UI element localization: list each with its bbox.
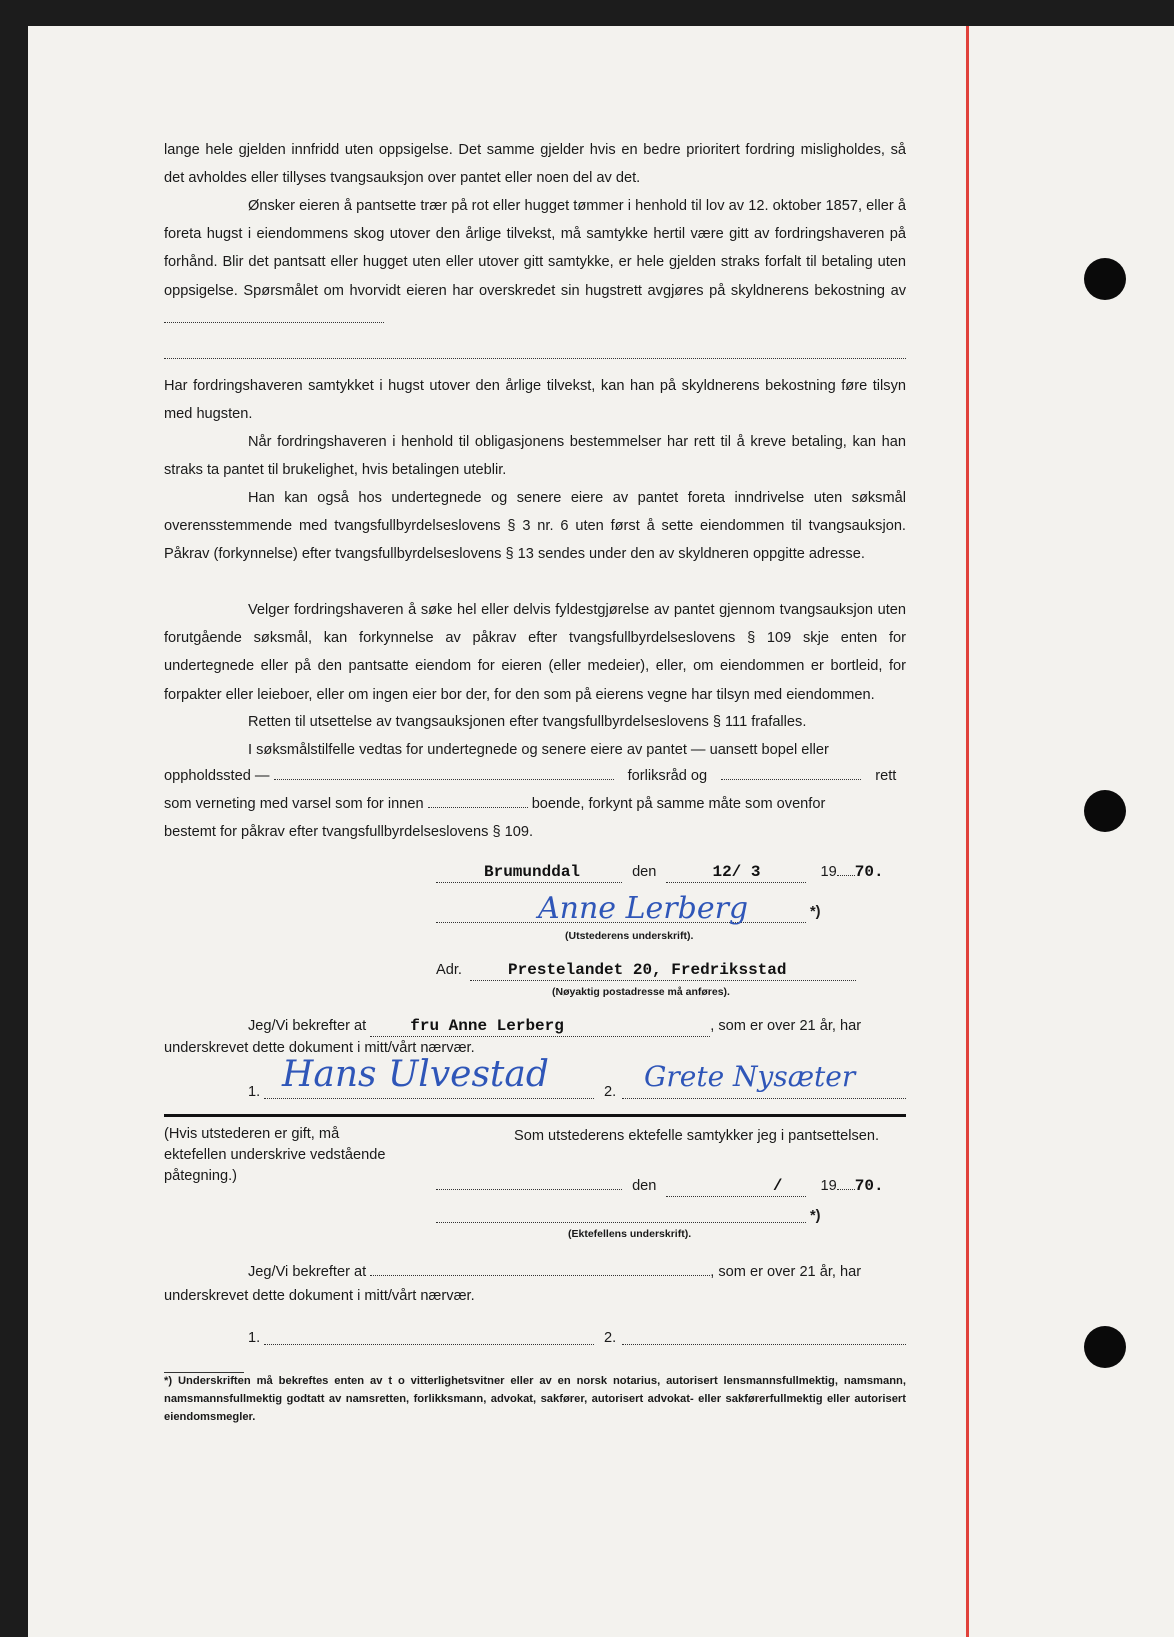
spouse-place-blank	[436, 1177, 622, 1190]
venue-line-2	[164, 794, 825, 814]
spouse-star: *)	[810, 1208, 821, 1224]
venue-line-1	[164, 766, 896, 786]
paragraph-8: I søksmålstilfelle vedtas for undertegnede og senere eiere av pantet — uansett bopel eller	[248, 742, 829, 758]
signing-den-label: den	[632, 864, 657, 880]
paragraph-1: lange hele gjelden innfridd uten oppsigelse. Det samme gjelder hvis en bedre prioritert fordring misligholdes, så det avholdes eller tillyses tvangsauksjon over pantet eller noen del av det.	[164, 142, 906, 187]
witness1-name: fru Anne Lerberg	[370, 1016, 710, 1037]
spouse-year-suffix: 70.	[854, 1177, 884, 1195]
address-value: Prestelandet 20, Fredriksstad	[470, 960, 856, 981]
venue-blank-2	[721, 767, 861, 780]
witness1-signature-1-text: Hans Ulvestad	[282, 1054, 549, 1095]
address-label: Adr.	[436, 962, 462, 978]
witness2-number-2: 2.	[604, 1330, 617, 1346]
paragraph-4: Når fordringshaveren i henhold til obligasjonens bestemmelser har rett til å kreve betaling, kan han straks ta pantet til brukelighet, hvis betalingen uteblir.	[164, 434, 906, 479]
spouse-date-row	[436, 1176, 884, 1197]
witness1-number-2: 2.	[604, 1084, 617, 1100]
witness2-line-1	[248, 1262, 861, 1282]
witness1-signature-2-text: Grete Nysæter	[644, 1060, 856, 1093]
spouse-year-blank	[837, 1177, 855, 1190]
venue-text-1a: oppholdssted —	[164, 768, 270, 784]
venue-text-1c: rett	[875, 768, 897, 784]
signing-place: Brumunddal	[436, 862, 622, 883]
spouse-date-slash: /	[666, 1176, 806, 1197]
witness1-text-b: , som er over 21 år, har	[710, 1018, 862, 1034]
witness1-signature-1	[278, 1042, 598, 1102]
paragraph-6: Velger fordringshaveren å søke hel eller delvis fyldestgjørelse av pantet gjennom tvangsauksjon uten forutgående søksmål, kan forkynnelse av påkrav efter tvangsfullbyrdelseslovens § 109 skje enten for undertegnede eller på den pantsatte eiendom for eieren (eller medeier), eller, om eiendommen er bortleid, for forpakter eller leieboer, eller om ingen eier bor der, for den som på eierens vegne har tilsyn med eiendommen.	[164, 602, 906, 703]
venue-blank-1	[274, 767, 614, 780]
punch-hole-top	[1084, 258, 1126, 300]
venue-text-2b: boende, forkynt på samme måte som ovenfor	[531, 796, 826, 812]
footnote: *) Underskriften må bekreftes enten av t o vitterlighetsvitner eller av en norsk notarius, autorisert lensmannsfullmektig, namsmann, namsmannsfullmektig godtatt av namsretten, forlikksmann, advokat, sakfører, autorisert advokat- eller sakførerfullmektig eller autorisert eiendomsmegler.	[164, 1375, 906, 1423]
address-row	[436, 960, 856, 981]
address-caption: (Nøyaktig postadresse må anføres).	[552, 986, 730, 998]
witness1-signature-2	[640, 1052, 880, 1098]
witness2-text-a: Jeg/Vi bekrefter at	[248, 1264, 367, 1280]
venue-text-1b: forliksråd og	[627, 768, 708, 784]
signing-year-prefix: 19	[820, 864, 837, 880]
document-page	[28, 26, 1174, 1637]
spouse-year-prefix: 19	[820, 1178, 837, 1194]
venue-blank-3	[428, 795, 528, 808]
signing-place-date-row	[436, 862, 884, 883]
venue-line-3: bestemt for påkrav efter tvangsfullbyrdelseslovens § 109.	[164, 824, 534, 840]
venue-text-2a: som verneting med varsel som for innen	[164, 796, 424, 812]
signer-star: *)	[810, 904, 821, 920]
punch-hole-middle	[1084, 790, 1126, 832]
paragraph-2-text: Ønsker eieren å pantsette trær på rot eller hugget tømmer i henhold til lov av 12. oktober 1857, eller å foreta hugst i eiendommens skog utover den årlige tilvekst, må samtykke hertil være gitt av fordringshaveren på forhånd. Blir det pantsatt eller hugget uten eller utover gitt samtykke, er hele gjelden straks forfalt til betaling uten oppsigelse. Spørsmålet om hvorvidt eieren har overskredet sin hugstrett avgjøres på skyldnerens bekostning av	[164, 198, 906, 299]
paragraph-2	[164, 192, 906, 333]
signing-year-suffix: 70.	[854, 863, 884, 881]
witness2-number-1: 1.	[248, 1330, 261, 1346]
paragraph-5: Han kan også hos undertegnede og senere eiere av pantet foreta inndrivelse uten søksmål overensstemmende med tvangsfullbyrdelseslovens § 3 nr. 6 uten først å sette eiendommen til tvangsauksjon. Påkrav (forkynnelse) efter tvangsfullbyrdelseslovens § 13 sendes under den av skyldneren oppgitte adresse.	[164, 490, 906, 563]
spouse-note: (Hvis utstederen er gift, må ektefellen underskrive vedstående påtegning.)	[164, 1126, 386, 1184]
signer-caption: (Utstederens underskrift).	[565, 930, 694, 942]
witness2-signature-line-2	[622, 1344, 906, 1345]
spouse-signature-line	[436, 1222, 806, 1223]
signer-signature	[532, 882, 822, 932]
witness1-signature-line-2	[622, 1098, 906, 1099]
witness1-text-a: Jeg/Vi bekrefter at	[248, 1018, 367, 1034]
witness2-signature-line-1	[264, 1344, 594, 1345]
witness2-name-blank	[370, 1263, 710, 1276]
paragraph-7: Retten til utsettelse av tvangsauksjonen efter tvangsfullbyrdelseslovens § 111 frafalles.	[248, 714, 807, 730]
signing-date: 12/ 3	[666, 862, 806, 883]
spouse-consent: Som utstederens ektefelle samtykker jeg i pantsettelsen.	[514, 1128, 880, 1144]
spouse-den-label: den	[632, 1178, 657, 1194]
witness2-text-b: , som er over 21 år, har	[710, 1264, 862, 1280]
punch-hole-bottom	[1084, 1326, 1126, 1368]
paragraph-2-blank	[164, 310, 384, 323]
spouse-caption: (Ektefellens underskrift).	[568, 1228, 692, 1240]
paragraph-3: Har fordringshaveren samtykket i hugst utover den årlige tilvekst, kan han på skyldnerens bekostning føre tilsyn med hugsten.	[164, 378, 906, 423]
signer-signature-text: Anne Lerberg	[538, 891, 749, 926]
paragraph-2-blank-line	[164, 358, 906, 359]
witness1-number-1: 1.	[248, 1084, 261, 1100]
witness1-line-2: underskrevet dette dokument i mitt/vårt nærvær.	[164, 1040, 475, 1056]
section-divider	[164, 1114, 906, 1117]
margin-red-line	[966, 26, 969, 1637]
witness1-line-1	[248, 1016, 861, 1037]
witness2-line-2: underskrevet dette dokument i mitt/vårt nærvær.	[164, 1288, 475, 1304]
signing-year-blank	[837, 863, 855, 876]
